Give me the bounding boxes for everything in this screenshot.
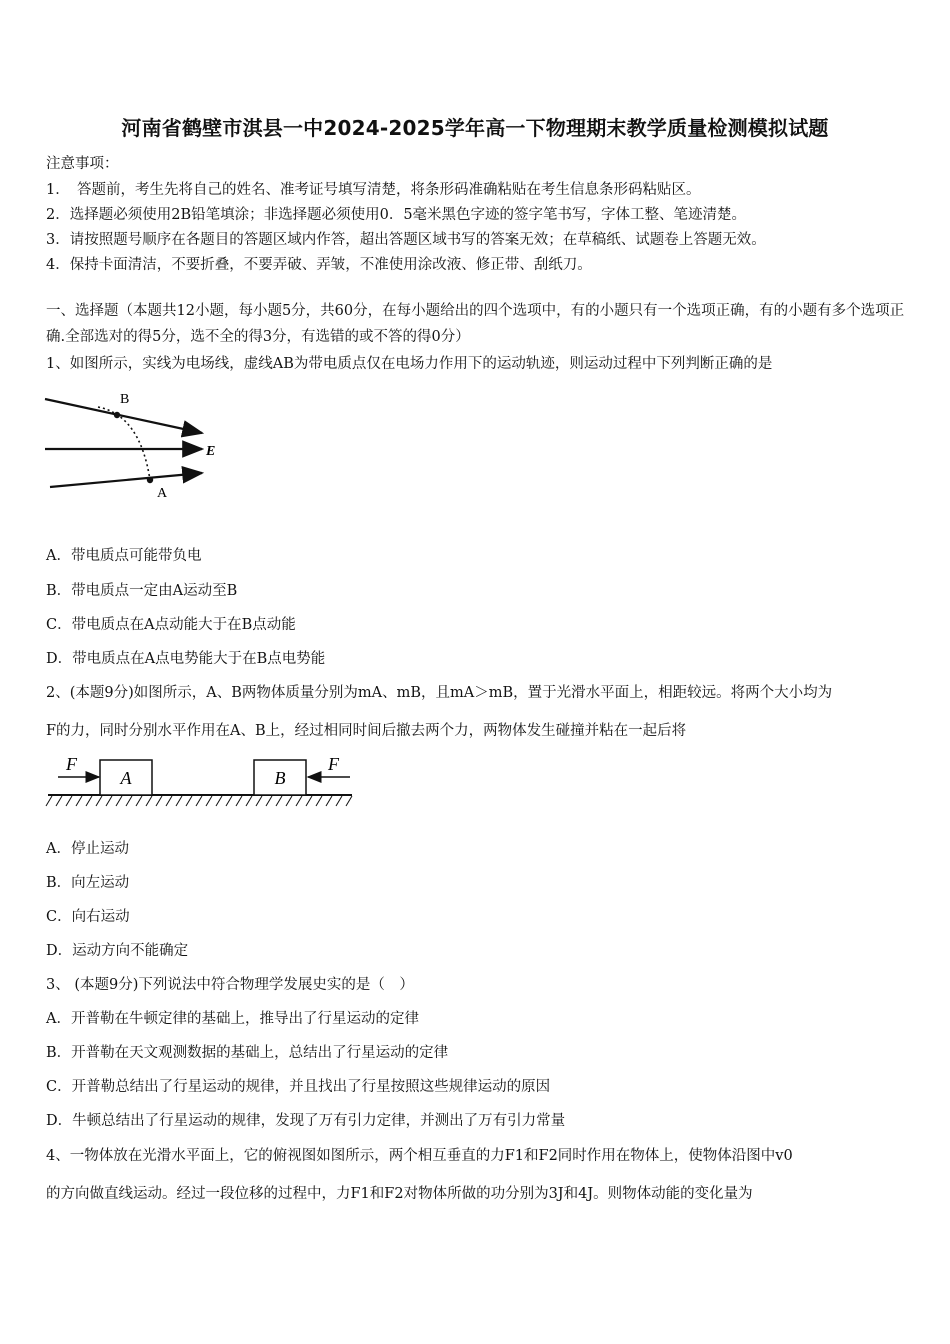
question-2-stem-line2: F的力，同时分别水平作用在A、B上，经过相同时间后撤去两个力，两物体发生碰撞并粘在一起后将 xyxy=(46,723,687,739)
field-line-bottom xyxy=(50,473,202,487)
label-b: B xyxy=(120,392,130,407)
question-2-option: C．向右运动 xyxy=(46,909,130,925)
block-a-label: A xyxy=(120,768,132,788)
question-3-option: C．开普勒总结出了行星运动的规律，并且找出了行星按照这些规律运动的原因 xyxy=(46,1079,551,1095)
force-label-right: F xyxy=(328,754,339,774)
block-b-label: B xyxy=(274,768,286,788)
point-a xyxy=(147,477,153,483)
notice-item: 2．选择题必须使用2B铅笔填涂；非选择题必须使用0．5毫米黑色字迹的签字笔书写，字体工整、笔迹清楚。 xyxy=(46,207,747,223)
ground-hatching xyxy=(46,796,352,806)
label-e: E xyxy=(206,444,216,459)
question-1-option: A．带电质点可能带负电 xyxy=(46,548,202,564)
question-1-option: B．带电质点一定由A运动至B xyxy=(46,583,238,599)
question-3-option: D．牛顿总结出了行星运动的规律，发现了万有引力定律，并测出了万有引力常量 xyxy=(46,1113,566,1129)
electric-field-figure xyxy=(40,385,230,505)
question-2-option: B．向左运动 xyxy=(46,875,130,891)
question-1-option: C．带电质点在A点动能大于在B点动能 xyxy=(46,617,296,633)
section-heading: 一、选择题（本题共12小题，每小题5分，共60分，在每小题给出的四个选项中，有的小题只有一个选项正确，有的小题有多个选项正确.全部选对的得5分，选不全的得3分，有选错的或不答的得0分） xyxy=(46,303,905,345)
point-b xyxy=(114,412,120,418)
question-1-stem: 1、如图所示，实线为电场线，虚线AB为带电质点仅在电场力作用下的运动轨迹，则运动过程中下列判断正确的是 xyxy=(46,356,773,372)
question-2-option: D．运动方向不能确定 xyxy=(46,943,189,959)
force-label-left: F xyxy=(66,754,77,774)
question-1-option: D．带电质点在A点电势能大于在B点电势能 xyxy=(46,651,326,667)
notice-item: 3．请按照题号顺序在各题目的答题区域内作答，超出答题区域书写的答案无效；在草稿纸、试题卷上答题无效。 xyxy=(46,232,766,248)
question-3-option: B．开普勒在天文观测数据的基础上，总结出了行星运动的定律 xyxy=(46,1045,449,1061)
page-title: 河南省鹤壁市淇县一中2024-2025学年高一下物理期末教学质量检测模拟试题 xyxy=(121,116,829,140)
question-3-option: A．开普勒在牛顿定律的基础上，推导出了行星运动的定律 xyxy=(46,1011,419,1027)
question-2-stem-line1: 2、(本题9分)如图所示，A、B两物体质量分别为mA、mB，且mA＞mB，置于光滑水平面上，相距较远。将两个大小均为 xyxy=(46,685,833,701)
question-2-option: A．停止运动 xyxy=(46,841,129,857)
label-a: A xyxy=(157,486,168,501)
notice-heading: 注意事项： xyxy=(46,156,119,172)
blocks-figure xyxy=(44,752,359,814)
trajectory-path xyxy=(98,407,150,480)
notice-item: 4．保持卡面清洁，不要折叠，不要弄破、弄皱，不准使用涂改液、修正带、刮纸刀。 xyxy=(46,257,592,273)
question-3-stem: 3、 (本题9分)下列说法中符合物理学发展史实的是（ ） xyxy=(46,977,414,993)
notice-item: 1． 答题前，考生先将自己的姓名、准考证号填写清楚，将条形码准确粘贴在考生信息条形码粘贴区。 xyxy=(46,182,701,198)
question-4-stem-line2: 的方向做直线运动。经过一段位移的过程中，力F1和F2对物体所做的功分别为3J和4J。则物体动能的变化量为 xyxy=(46,1186,753,1202)
question-4-stem-line1: 4、一物体放在光滑水平面上，它的俯视图如图所示，两个相互垂直的力F1和F2同时作用在物体上，使物体沿图中v0 xyxy=(46,1148,793,1164)
